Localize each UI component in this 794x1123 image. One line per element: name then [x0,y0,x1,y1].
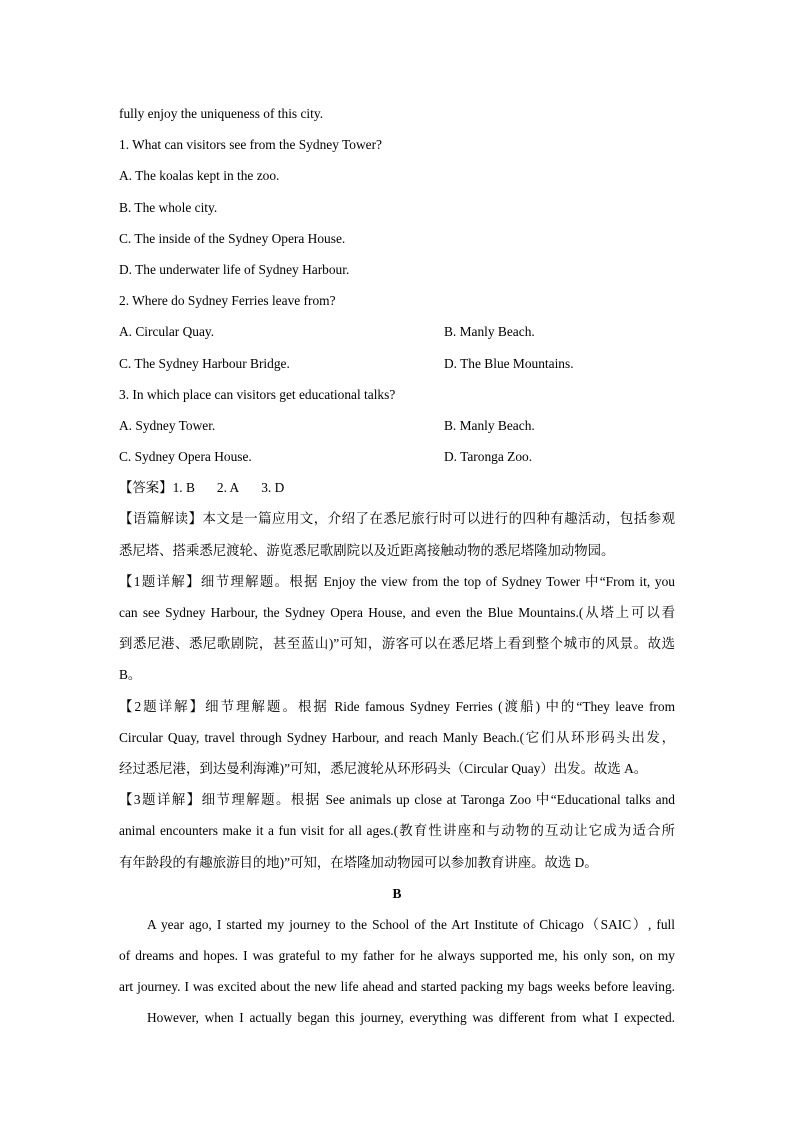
question-3-options-row-2 [119,441,675,472]
question-3-option-a: A. Sydney Tower. [119,417,216,433]
question-2-option-b: B. Manly Beach. [444,324,535,340]
detail-3-line-2: animal encounters make it a fun visit for all ages.(教育性讲座和与动物的互动让它成为适合所 [119,823,675,839]
detail-3-line-3: 有年龄段的有趣旅游目的地)”可知，在塔隆加动物园可以参加教育讲座。故选 D。 [119,854,598,870]
passage-ending: fully enjoy the uniqueness of this city. [119,106,324,121]
detail-1-line-3: 到悉尼港、悉尼歌剧院，甚至蓝山)”可知，游客可以在悉尼塔上看到整个城市的风景。故选 [119,636,675,652]
answer-3: 3. D [261,480,285,496]
question-2: 2. Where do Sydney Ferries leave from? [119,293,336,309]
question-2-option-a: A. Circular Quay. [119,324,215,340]
question-1-option-a: A. The koalas kept in the zoo. [119,168,280,184]
detail-1-line-1: 【1题详解】细节理解题。根据 Enjoy the view from the top of Sydney Tower 中“From it, you [119,573,675,589]
analysis-line-1: 【语篇解读】本文是一篇应用文，介绍了在悉尼旅行时可以进行的四种有趣活动，包括参观 [119,511,675,527]
detail-1-line-2: can see Sydney Harbour, the Sydney Opera House, and even the Blue Mountains.(从塔上可以看 [119,605,675,620]
question-2-option-d: D. The Blue Mountains. [444,355,574,371]
answer-label: 【答案】 [119,480,173,496]
answer-1: 1. B [172,480,195,496]
question-2-option-c: C. The Sydney Harbour Bridge. [119,355,290,371]
question-3-options-row-1 [119,410,675,441]
answer-key [119,472,675,503]
analysis-line-2: 悉尼塔、搭乘悉尼渡轮、游览悉尼歌剧院以及近距离接触动物的悉尼塔隆加动物园。 [119,542,615,558]
section-b-heading: B [392,885,402,901]
document-page [119,98,675,1034]
section-b-paragraph-1-line-3: art journey. I was excited about the new life ahead and started packing my bags weeks before leaving. [119,979,675,995]
detail-3-line-1: 【3题详解】细节理解题。根据 See animals up close at Taronga Zoo 中“Educational talks and [119,792,675,808]
section-b-paragraph-1-line-1: A year ago, I started my journey to the School of the Art Institute of Chicago（SAIC）, full [147,916,675,932]
question-3-option-d: D. Taronga Zoo. [444,449,533,465]
detail-2-line-3: 经过悉尼港，到达曼利海滩)”可知，悉尼渡轮从环形码头（Circular Quay）出发。故选 A。 [119,760,648,776]
section-b-paragraph-1-line-2: of dreams and hopes. I was grateful to my father for he always supported me, his only son, on my [119,948,675,964]
question-3: 3. In which place can visitors get educational talks? [119,386,396,402]
question-1-option-d: D. The underwater life of Sydney Harbour. [119,261,350,277]
detail-2-line-2: Circular Quay, travel through Sydney Harbour, and reach Manly Beach.(它们从环形码头出发， [119,729,675,745]
detail-2-line-1: 【2题详解】细节理解题。根据 Ride famous Sydney Ferries (渡船) 中的“They leave from [119,698,675,714]
question-1-option-c: C. The inside of the Sydney Opera House. [119,230,346,246]
section-b-paragraph-2-line-1: However, when I actually began this journey, everything was different from what I expected. [147,1010,675,1026]
question-2-options-row-1 [119,316,675,347]
question-2-options-row-2 [119,348,675,379]
question-1-option-b: B. The whole city. [119,199,218,215]
question-3-option-b: B. Manly Beach. [444,417,535,433]
answer-2: 2. A [216,480,240,496]
detail-1-line-4: B。 [119,667,142,683]
question-3-option-c: C. Sydney Opera House. [119,449,252,465]
question-1: 1. What can visitors see from the Sydney Tower? [119,137,382,153]
